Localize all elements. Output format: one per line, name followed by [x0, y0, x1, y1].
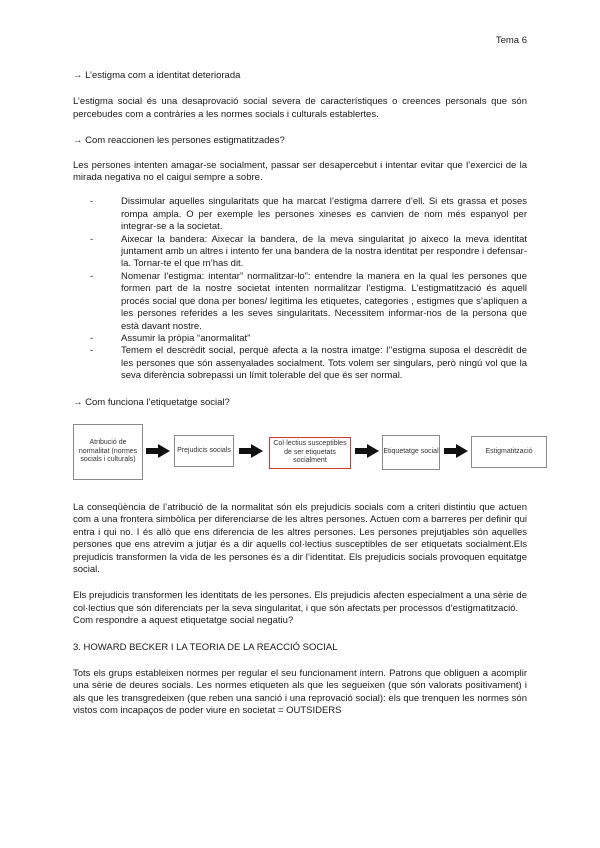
list-item: - Nomenar l’estigma: intentar” normalitzar-lo”: entendre la manera en la qual les persones que formen part de la nostre societat intenten normalitzar l’estigma. L’estigmatització és aquell procés social que dona per bones/ legitima les etiquetes, categories , estigmes que s’apliquen a les persones referides a les seves singularitats. Necessitem informar-nos de la persona que està davant nostre. [90, 271, 527, 333]
arrow-right-icon [355, 444, 379, 458]
section-title-reactions: → Com reaccionen les persones estigmatitzades? [73, 135, 285, 147]
topic-label: Tema 6 [495, 35, 527, 46]
paragraph-prejudices: La conseqüència de l’atribució de la normalitat són els prejudicis socials com a criteri distintiu que actuen com a una frontera simbòlica per diferenciarse de les altres persones. Actuen com a barreres per definir qui entra i qui no. I és allò que ens diferencia de les altres persones. Les persones prejutjables són aquelles persones que ens atrevim a jutjar és a dir aquells col·lectius susceptibles de ser etiquetats socialment.Els prejudicis transformen la vida de les persones és a dir l’identitat. Els prejudicis socials provoquen equitatge social. [73, 501, 527, 575]
labeling-flow-diagram [73, 419, 533, 493]
paragraph-stigma-definition: L’estigma social és una desaprovació social severa de característiques o creences personals que són percebudes com a contràries a les normes socials i culturals establertes. [73, 96, 527, 120]
flow-box-collectives: Col·lectius susceptibles de ser etiquetats socialment [269, 437, 351, 469]
question-line: Com respondre a aquest etiquetatge social negatiu? [73, 615, 294, 627]
flow-box-prejudices: Prejudicis socials [174, 435, 234, 467]
arrow-right-icon [239, 444, 263, 458]
section-heading-becker: 3. HOWARD BECKER I LA TEORIA DE LA REACCIÓ SOCIAL [73, 641, 338, 653]
reaction-list [73, 196, 527, 382]
paragraph-identities: Els prejudicis transformen les identitats de les persones. Els prejudicis afecten especialment a una sèrie de col·lectius que són diferenciats per la seva singularitat, i que són afectats per processos d’estigmatització. [73, 590, 527, 614]
flow-box-normality: Atribució de normalitat (normes socials i culturals) [73, 424, 143, 480]
list-item: - Temem el descrèdit social, perquè afecta a la nostra imatge: l’’estigma suposa el descrèdit de les persones que són assenyalades socialment. Tots volem ser singulars, però ningú vol que la seva diferència sobrepassi un límit tolerable del que és ser normal. [90, 345, 527, 382]
document-body [73, 70, 533, 718]
paragraph-reactions: Les persones intenten amagar-se socialment, passar ser desapercebut i intentar evitar que l’exercici de la mirada negativa no el caigui sempre a sobre. [73, 159, 527, 184]
list-item: - Assumir la pròpia “anormalitat” [90, 333, 527, 345]
paragraph-becker: Tots els grups estableixen normes per regular el seu funcionament intern. Patrons que obliguen a acomplir una sèrie de deures socials. Les normes etiqueten als que les segueixen (que són valorats positivament) i als que les transgredeixen (que reben una sanció i una reprovació social): els que trenquen les normes són vistos com incapaços de poder viure en societat = OUTSIDERS [73, 668, 527, 717]
flow-box-stigmatization: Estigmatització [471, 436, 547, 468]
list-item: - Dissimular aquelles singularitats que ha marcat l’estigma darrere d’ell. Si ets grassa et poses rompa ampla. O per exemple les persones xineses es canvien de nom més espanyol per integrar-se a la societat. [90, 196, 527, 233]
list-item: - Aixecar la bandera: Aixecar la bandera, de la meva singularitat jo aixeco la meva identitat juntament amb un altres i intento fer una bandera de la nostra identitat per respondre i defensar-la. Tornar-te el que m’has dit. [90, 234, 527, 271]
section-title-labeling: → Com funciona l’etiquetatge social? [73, 396, 230, 408]
arrow-right-icon [146, 444, 170, 458]
arrow-right-icon [444, 444, 468, 458]
section-title-stigma: → L’estigma com a identitat deteriorada [73, 70, 241, 81]
flow-box-labeling: Etiquetatge social [382, 435, 440, 470]
